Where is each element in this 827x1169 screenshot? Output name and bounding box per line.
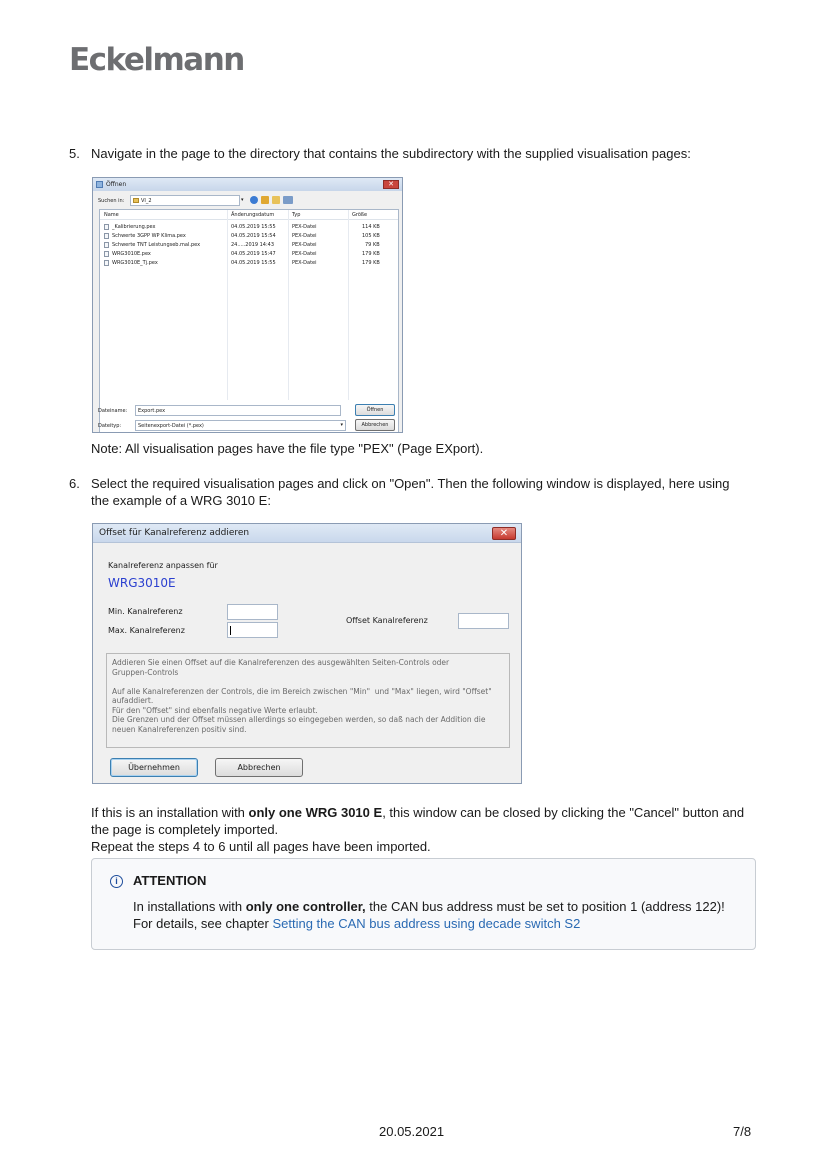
file-row[interactable]: [100, 232, 390, 241]
offset-dialog: [92, 523, 522, 784]
bold-run: only one controller,: [245, 899, 366, 914]
file-size: 79 KB: [365, 242, 380, 248]
file-size: 105 KB: [362, 233, 380, 239]
file-date: 04.05.2019 15:47: [231, 251, 276, 257]
offset-label: Offset Kanalreferenz: [346, 616, 428, 625]
text-run: In installations with: [133, 899, 246, 914]
step-text: Navigate in the page to the directory that contains the subdirectory with the supplied visualisation pages:: [91, 146, 691, 161]
close-icon[interactable]: ✕: [492, 527, 516, 540]
apply-button[interactable]: Übernehmen: [110, 758, 198, 777]
file-name: WRG3010E_Tj.pex: [112, 260, 158, 266]
column-size[interactable]: Größe: [352, 212, 368, 218]
file-date: 04.05.2019 15:55: [231, 260, 276, 266]
open-button[interactable]: Öffnen: [355, 404, 395, 416]
open-file-dialog: [92, 177, 403, 433]
cancel-button[interactable]: Abbrechen: [215, 758, 303, 777]
chapter-link[interactable]: Setting the CAN bus address using decade switch S2: [272, 916, 581, 931]
filetype-label: Dateityp:: [98, 423, 122, 429]
device-name: WRG3010E: [108, 576, 176, 590]
file-icon: [104, 242, 109, 248]
dialog-titlebar: [93, 178, 402, 191]
info-icon: i: [110, 875, 123, 888]
repeat-paragraph: Repeat the steps 4 to 6 until all pages have been imported.: [91, 839, 431, 854]
close-icon[interactable]: ✕: [383, 180, 399, 189]
back-icon[interactable]: [250, 196, 258, 204]
dialog-titlebar: [93, 524, 521, 543]
file-row[interactable]: [100, 223, 390, 232]
file-date: 04.05.2019 15:54: [231, 233, 276, 239]
look-in-label: Suchen in:: [98, 198, 125, 204]
eckelmann-logo: Eckelmann: [69, 42, 244, 78]
text-run: the CAN bus address must be set to position 1 (address 122)! For details, see chapter: [133, 899, 725, 931]
min-input[interactable]: [227, 604, 278, 620]
file-type: PEX-Datei: [292, 242, 317, 248]
new-folder-icon[interactable]: [272, 196, 280, 204]
file-row[interactable]: [100, 259, 390, 268]
bold-run: only one WRG 3010 E: [248, 805, 383, 820]
file-name: _Kalibrierung.pex: [112, 224, 156, 230]
file-name: Schwerte TNT Leistungseb.mal.pex: [112, 242, 201, 248]
max-label: Max. Kanalreferenz: [108, 626, 185, 635]
filename-input[interactable]: Export.pex: [135, 405, 341, 416]
info-box: [106, 653, 510, 748]
filename-label: Dateiname:: [98, 408, 128, 414]
file-name: Schwerte 3GPP WP Klima.pex: [112, 233, 186, 239]
look-in-select[interactable]: [130, 195, 240, 206]
filetype-value: Seitenexport-Datei (*.pex): [138, 423, 204, 429]
step-number: 5.: [69, 146, 80, 161]
column-date[interactable]: Änderungsdatum: [231, 212, 275, 218]
file-size: 114 KB: [362, 224, 380, 230]
up-folder-icon[interactable]: [261, 196, 269, 204]
text-caret: [230, 626, 231, 635]
file-type: PEX-Datei: [292, 233, 317, 239]
folder-icon: [133, 198, 139, 203]
info-text: Addieren Sie einen Offset auf die Kanalreferenzen des ausgewählten Seiten-Controls oder Gruppen-Controls: [112, 658, 450, 677]
filetype-select[interactable]: [135, 420, 346, 431]
max-input[interactable]: [227, 622, 278, 638]
dialog-title: Offset für Kanalreferenz addieren: [99, 528, 250, 538]
file-type: PEX-Datei: [292, 260, 317, 266]
step-text: Select the required visualisation pages and click on "Open". Then the following window is displayed, here using the example of a WRG 3010 E:: [91, 476, 730, 508]
file-size: 179 KB: [362, 260, 380, 266]
column-type[interactable]: Typ: [292, 212, 301, 218]
file-icon: [104, 224, 109, 230]
footer-date: 20.05.2021: [379, 1124, 445, 1139]
adjust-label: Kanalreferenz anpassen für: [108, 561, 218, 570]
cancel-button[interactable]: Abbrechen: [355, 419, 395, 431]
column-name[interactable]: Name: [104, 212, 119, 218]
text-run: , this window can be closed by clicking the "Cancel" button and the page is completely imported.: [91, 805, 745, 837]
cancel-paragraph: [91, 804, 751, 838]
file-type: PEX-Datei: [292, 251, 317, 257]
view-menu-icon[interactable]: [283, 196, 293, 204]
dialog-title: Öffnen: [106, 181, 127, 188]
file-row[interactable]: [100, 241, 390, 250]
look-in-value: VI_2: [141, 198, 152, 204]
file-date: 24.....2019 14:43: [231, 242, 275, 248]
file-row[interactable]: [100, 250, 390, 259]
min-label: Min. Kanalreferenz: [108, 607, 183, 616]
file-size: 179 KB: [362, 251, 380, 257]
page-number: 7/8: [733, 1124, 752, 1139]
info-text: Auf alle Kanalreferenzen der Controls, die im Bereich zwischen "Min" und "Max" liegen, wird "Offset" aufaddiert. Für den "Offset" sind ebenfalls negative Werte erlaubt. Die Grenzen und der Offset müssen allerdings so eingegeben werden, so daß nach der Addition die neuen Kanalreferenzen positiv sind.: [112, 686, 492, 734]
offset-input[interactable]: [458, 613, 509, 629]
attention-title: ATTENTION: [133, 873, 207, 888]
step-number: 6.: [69, 476, 80, 491]
text-run: If this is an installation with: [91, 805, 249, 820]
file-icon: [104, 233, 109, 239]
app-icon: [96, 181, 103, 188]
file-list[interactable]: [99, 209, 399, 433]
attention-box: [91, 858, 756, 950]
file-name: WRG3010E.pex: [112, 251, 151, 257]
attention-body: [133, 898, 743, 932]
chevron-down-icon[interactable]: ▾: [241, 197, 244, 203]
file-list-header: [100, 210, 398, 220]
note-text: Note: All visualisation pages have the file type "PEX" (Page EXport).: [91, 441, 484, 456]
chevron-down-icon: ▾: [340, 422, 343, 428]
file-type: PEX-Datei: [292, 224, 317, 230]
file-date: 04.05.2019 15:55: [231, 224, 276, 230]
file-icon: [104, 251, 109, 257]
file-icon: [104, 260, 109, 266]
